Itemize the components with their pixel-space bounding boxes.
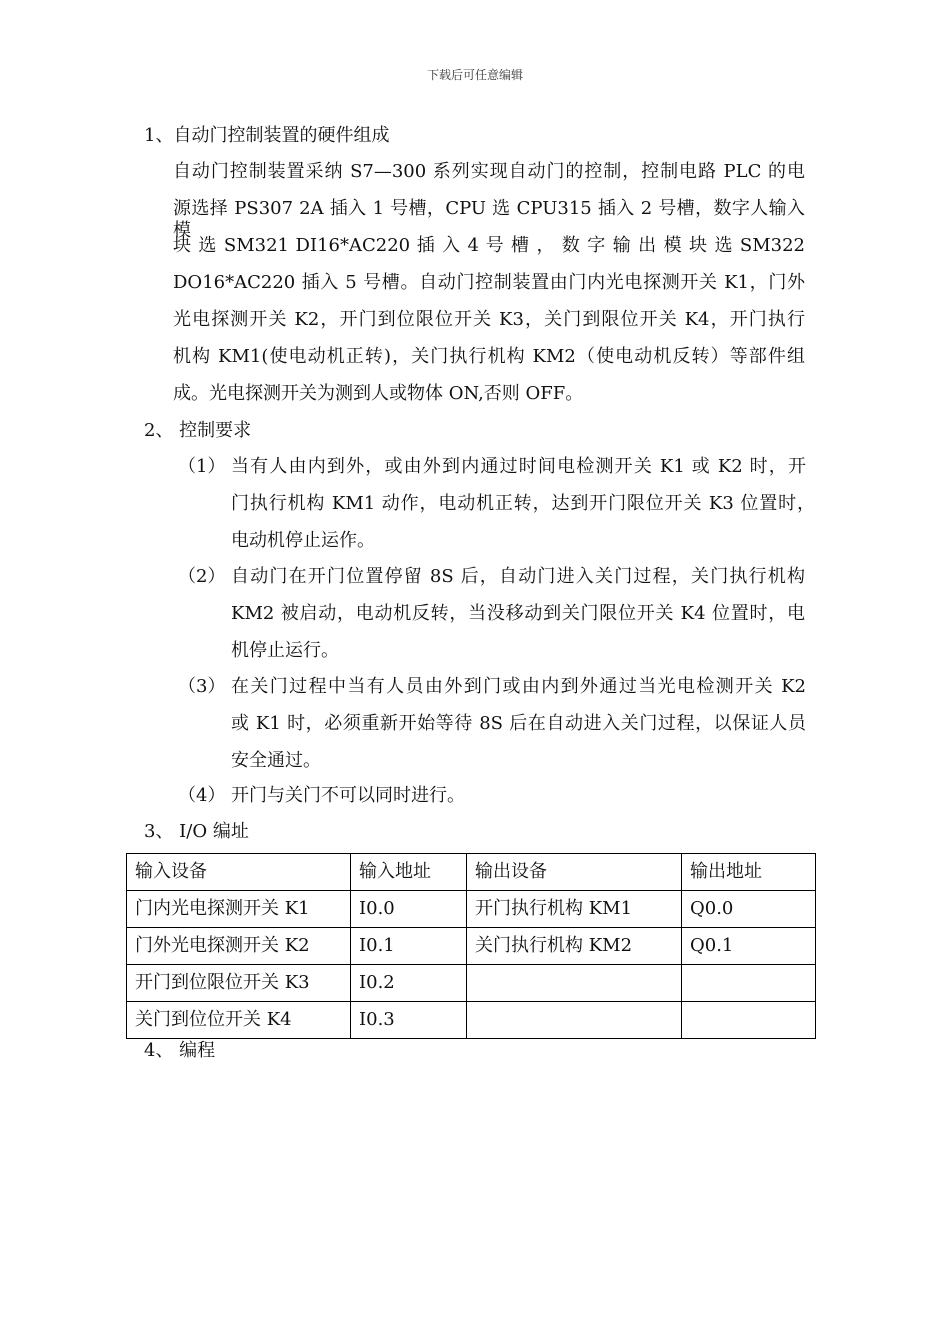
section-1-title: 1、自动门控制装置的硬件组成 (144, 125, 390, 146)
item-line: KM2 被启动，电动机反转，当没移动到关门限位开关 K4 位置时，电 (231, 603, 805, 624)
s1-line: 成。光电探测开关为测到人或物体 ON,否则 OFF。 (173, 383, 584, 404)
table-cell: 门内光电探测开关 K1 (127, 891, 351, 928)
section-3-title: 3、 I/O 编址 (144, 821, 249, 842)
table-cell (682, 965, 816, 1002)
section-4-title: 4、 编程 (144, 1040, 216, 1061)
item-line: 机停止运行。 (231, 640, 339, 661)
table-cell: I0.0 (351, 891, 467, 928)
table-row (127, 928, 816, 965)
table-cell: 关门执行机构 KM2 (467, 928, 682, 965)
table-cell: I0.1 (351, 928, 467, 965)
item-number: （4） (178, 785, 226, 806)
table-cell: Q0.1 (682, 928, 816, 965)
header-input-address: 输入地址 (351, 854, 467, 891)
table-row (127, 965, 816, 1002)
table-cell (467, 965, 682, 1002)
item-line: 门执行机构 KM1 动作，电动机正转，达到开门限位开关 K3 位置时， (231, 493, 815, 514)
header-output-device: 输出设备 (467, 854, 682, 891)
item-line: 电动机停止运作。 (231, 530, 375, 551)
table-row (127, 1002, 816, 1039)
item-number: （2） (178, 566, 226, 587)
s1-line: 自动门控制装置采纳 S7—300 系列实现自动门的控制，控制电路 PLC 的电 (173, 161, 805, 182)
item-line: 自动门在开门位置停留 8S 后，自动门进入关门过程，关门执行机构 (231, 566, 805, 587)
table-cell: 开门执行机构 KM1 (467, 891, 682, 928)
s1-line: 光电探测开关 K2，开门到位限位开关 K3，关门到限位开关 K4，开门执行 (173, 309, 805, 330)
page-header: 下载后可任意编辑 (426, 68, 523, 82)
table-cell: 关门到位位开关 K4 (127, 1002, 351, 1039)
item-line: 安全通过。 (231, 750, 321, 771)
header-input-device: 输入设备 (127, 854, 351, 891)
section-2-title: 2、 控制要求 (144, 420, 252, 441)
table-cell: I0.2 (351, 965, 467, 1002)
header-output-address: 输出地址 (682, 854, 816, 891)
table-header-row (127, 854, 816, 891)
table-cell: 门外光电探测开关 K2 (127, 928, 351, 965)
io-address-table (126, 853, 816, 1039)
item-line: 或 K1 时，必须重新开始等待 8S 后在自动进入关门过程，以保证人员 (231, 713, 806, 734)
table-row (127, 891, 816, 928)
s1-line: DO16*AC220 插入 5 号槽。自动门控制装置由门内光电探测开关 K1，门外 (173, 272, 805, 293)
item-line: 开门与关门不可以同时进行。 (231, 785, 465, 806)
table-cell (682, 1002, 816, 1039)
table-cell: I0.3 (351, 1002, 467, 1039)
item-line: 在关门过程中当有人员由外到门或由内到外通过当光电检测开关 K2 (231, 676, 806, 697)
table-cell: 开门到位限位开关 K3 (127, 965, 351, 1002)
item-line: 当有人由内到外，或由外到内通过时间电检测开关 K1 或 K2 时，开 (231, 456, 806, 477)
s1-line: 机构 KM1(使电动机正转)，关门执行机构 KM2（使电动机反转）等部件组 (173, 346, 805, 367)
table-cell: Q0.0 (682, 891, 816, 928)
s1-line: 块 选 SM321 DI16*AC220 插 入 4 号 槽 ， 数 字 输 出 模 块 选 SM322 (173, 235, 805, 256)
s1-line: 源选择 PS307 2A 插入 1 号槽，CPU 选 CPU315 插入 2 号槽，数字人输入模 (173, 198, 805, 241)
item-number: （1） (178, 456, 226, 477)
item-number: （3） (178, 676, 226, 697)
table-cell (467, 1002, 682, 1039)
